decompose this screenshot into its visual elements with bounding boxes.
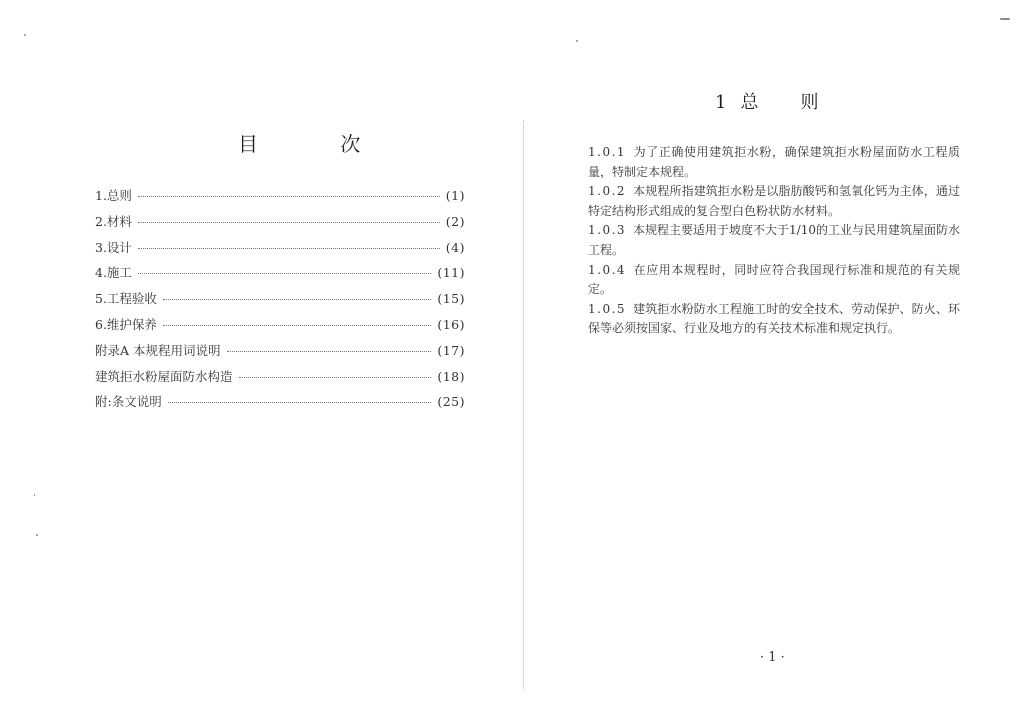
toc-dot-leader	[138, 222, 440, 223]
chapter-title-word-2: 则	[800, 92, 819, 113]
toc-entry-page: (18)	[437, 368, 465, 384]
clause-number: 1.0.2	[588, 184, 627, 199]
clause	[588, 143, 960, 182]
toc-entry-label: 5.工程验收	[95, 291, 157, 307]
toc-dot-leader	[138, 273, 431, 274]
scan-speck	[1000, 18, 1010, 20]
clause-list	[588, 143, 960, 339]
clause	[588, 221, 960, 260]
toc-title: 目 次	[238, 132, 399, 156]
toc-entry[interactable]	[95, 315, 465, 341]
toc-entry-label: 4.施工	[95, 265, 132, 281]
toc-dot-leader	[168, 402, 432, 403]
toc-entry[interactable]	[95, 238, 465, 264]
toc-dot-leader	[138, 248, 440, 249]
clause-number: 1.0.5	[588, 301, 627, 316]
toc-entry-label: 2.材料	[95, 213, 132, 229]
toc-entry[interactable]	[95, 367, 465, 393]
toc-entry-label: 附:条文说明	[95, 394, 162, 410]
clause-text: 在应用本规程时，同时应符合我国现行标准和规范的有关规定。	[588, 262, 960, 297]
scan-speck	[34, 494, 35, 496]
scan-speck	[576, 40, 578, 42]
clause	[588, 261, 960, 300]
toc-entry-page: (15)	[437, 291, 465, 307]
toc-entry-page: (16)	[437, 316, 465, 332]
toc-entry[interactable]	[95, 186, 465, 212]
clause-text: 建筑拒水粉防水工程施工时的安全技术、劳动保护、防火、环保等必须按国家、行业及地方的有关技术标准和规定执行。	[588, 301, 960, 336]
toc-entry-label: 附录A 本规程用词说明	[95, 342, 221, 358]
clause-text: 本规程主要适用于坡度不大于1/10的工业与民用建筑屋面防水工程。	[588, 223, 960, 257]
toc-entry[interactable]	[95, 392, 465, 418]
clause-number: 1.0.3	[588, 223, 627, 238]
toc-entry-page: (4)	[445, 239, 465, 255]
toc-entry-label: 1.总则	[95, 188, 132, 203]
toc-entry-label: 建筑拒水粉屋面防水构造	[95, 368, 233, 384]
scan-speck	[24, 34, 26, 36]
clause-text: 为了正确使用建筑拒水粉，确保建筑拒水粉屋面防水工程质量，特制定本规程。	[588, 145, 960, 179]
chapter-title-word-1: 总	[740, 92, 759, 113]
toc-entry[interactable]	[95, 263, 465, 289]
toc-entry-page: (17)	[437, 342, 465, 358]
toc-entry[interactable]	[95, 289, 465, 315]
clause	[588, 182, 960, 221]
toc-dot-leader	[138, 196, 440, 197]
table-of-contents	[95, 186, 465, 418]
clause-number: 1.0.1	[588, 145, 627, 159]
toc-entry[interactable]	[95, 212, 465, 238]
scan-speck	[36, 534, 38, 536]
right-page	[530, 0, 1024, 724]
chapter-number: 1	[715, 92, 727, 113]
toc-entry-label: 6.维护保养	[95, 316, 157, 332]
toc-entry[interactable]	[95, 341, 465, 367]
toc-entry-page: (1)	[445, 188, 465, 203]
toc-entry-page: (2)	[445, 213, 465, 229]
clause-text: 本规程所指建筑拒水粉是以脂肪酸钙和氢氧化钙为主体，通过特定结构形式组成的复合型白色粉状防水材料。	[588, 184, 960, 218]
clause-number: 1.0.4	[588, 262, 627, 277]
toc-entry-page: (11)	[437, 265, 465, 281]
toc-entry-page: (25)	[437, 394, 465, 410]
page-number: · 1 ·	[760, 650, 785, 665]
toc-dot-leader	[239, 377, 432, 378]
toc-entry-label: 3.设计	[95, 239, 132, 255]
chapter-title	[715, 88, 818, 114]
toc-dot-leader	[163, 325, 431, 326]
page-gutter	[523, 120, 526, 690]
clause	[588, 300, 960, 339]
toc-dot-leader	[163, 299, 431, 300]
toc-dot-leader	[227, 351, 432, 352]
